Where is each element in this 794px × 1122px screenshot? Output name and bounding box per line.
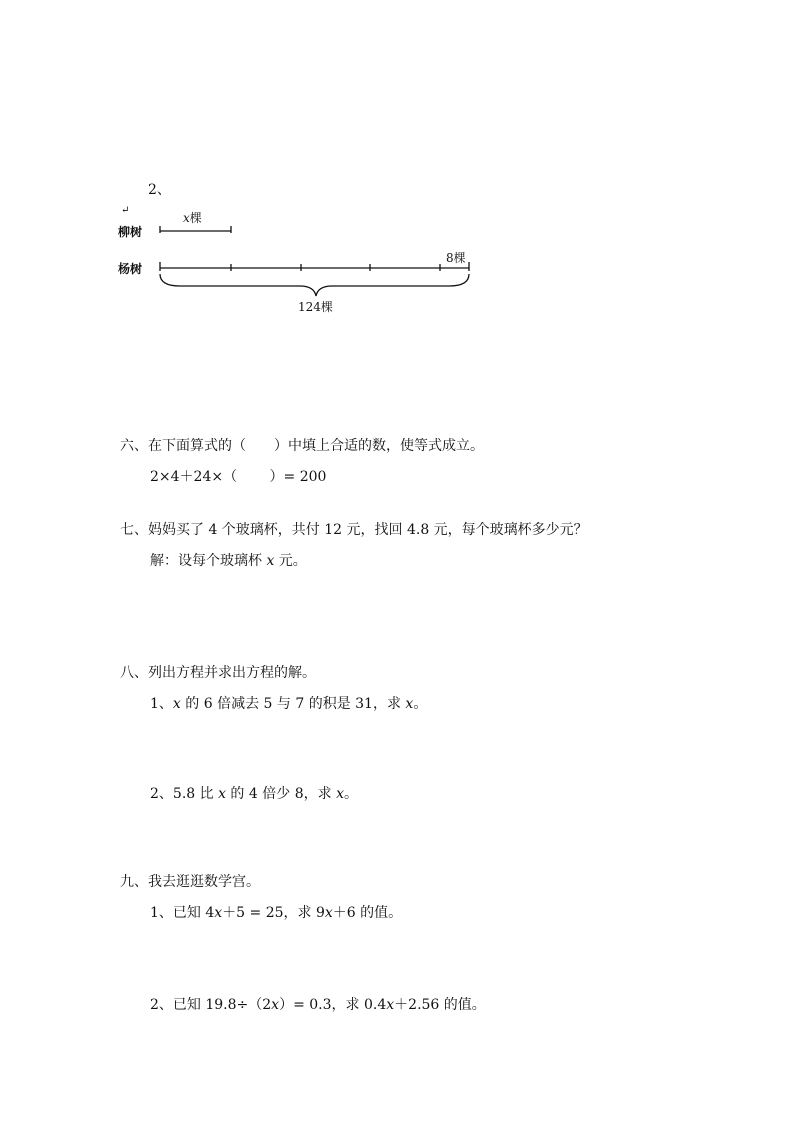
q-text: 的 6 倍减去 5 与 7 的积是 31，求 <box>180 696 406 712</box>
solution-text: 解：设每个玻璃杯 <box>150 553 267 569</box>
total-brace <box>160 274 469 296</box>
q-var: x <box>324 905 333 921</box>
section-6-heading: 六、在下面算式的（ ）中填上合适的数，使等式成立。 <box>120 438 484 454</box>
section-8-question-2 <box>150 785 358 803</box>
section-8-heading: 八、列出方程并求出方程的解。 <box>120 665 316 681</box>
q-text: 2、已知 19.8÷（2 <box>150 997 272 1013</box>
poplar-label: 杨树 <box>118 262 143 276</box>
q-text: 的 4 倍少 8，求 <box>225 786 337 802</box>
q-var: x <box>218 786 226 802</box>
q-text: 。 <box>413 696 428 712</box>
q-text: 2、5.8 比 <box>150 786 219 802</box>
extra-quantity-label: 8棵 <box>446 251 466 265</box>
q-var: x <box>336 786 344 802</box>
section-9-heading: 九、我去逛逛数学宫。 <box>120 874 260 890</box>
q-text: ＋6 的值。 <box>332 905 403 921</box>
poplar-segment <box>160 262 469 271</box>
section-6-equation: 2×4＋24×（ ）= 200 <box>150 469 327 485</box>
q-var: x <box>386 997 395 1013</box>
willow-quantity-unit: 棵 <box>189 211 202 225</box>
q-text: ）= 0.3，求 0.4 <box>279 997 387 1013</box>
return-mark: ↵ <box>121 205 130 216</box>
willow-segment <box>160 226 231 233</box>
q-text: ＋5 = 25，求 9 <box>222 905 325 921</box>
q-var: x <box>405 696 414 712</box>
willow-label: 柳树 <box>118 225 143 239</box>
q-text: 1、 <box>150 696 173 712</box>
q-text: ＋2.56 的值。 <box>394 997 486 1013</box>
solution-var: x <box>266 553 275 569</box>
section-7-solution <box>150 552 307 570</box>
willow-quantity-var: x <box>183 211 190 225</box>
section-9-question-2 <box>150 996 486 1014</box>
section-7-heading: 七、妈妈买了 4 个玻璃杯，共付 12 元，找回 4.8 元，每个玻璃杯多少元？ <box>120 522 588 538</box>
q-text: 1、已知 4 <box>150 905 215 921</box>
q-var: x <box>214 905 223 921</box>
total-quantity-label: 124棵 <box>298 300 333 314</box>
q-var: x <box>271 997 280 1013</box>
q-var: x <box>172 696 181 712</box>
section-8-question-1 <box>150 695 427 713</box>
solution-text-end: 元。 <box>274 553 307 569</box>
problem-number: 2、 <box>148 182 171 198</box>
section-9-question-1 <box>150 904 402 922</box>
q-text: 。 <box>343 786 358 802</box>
